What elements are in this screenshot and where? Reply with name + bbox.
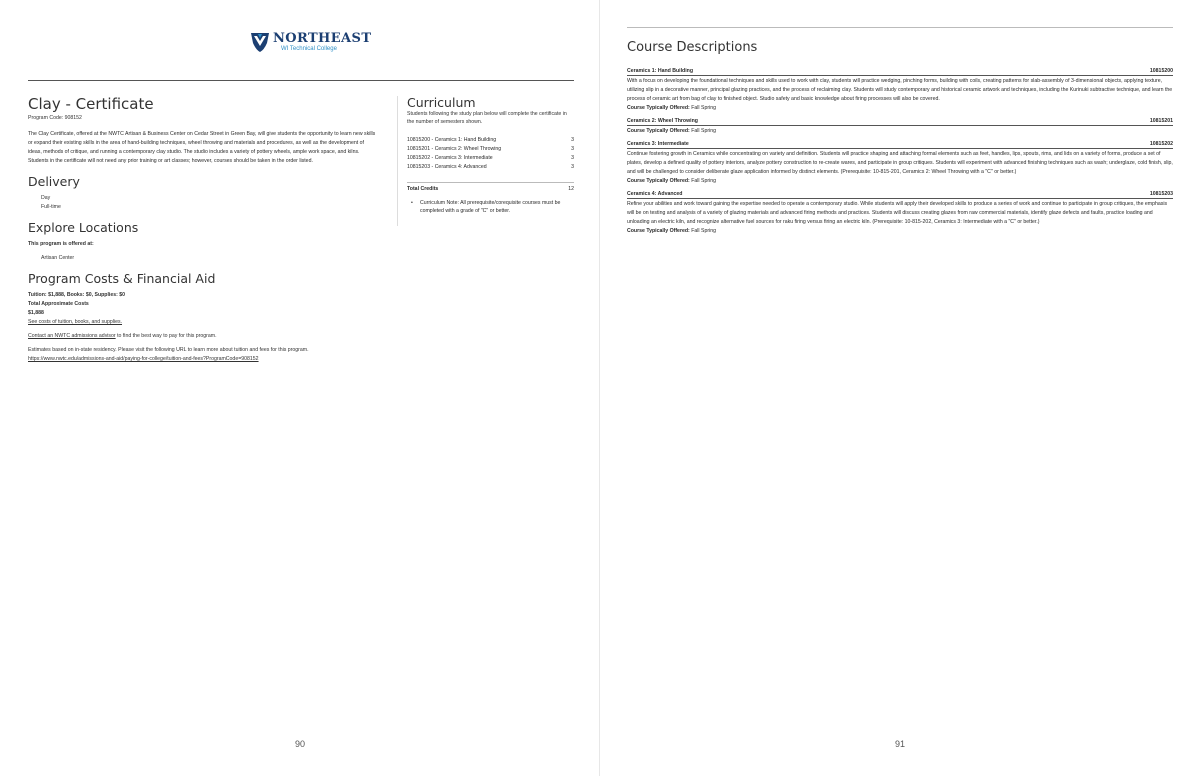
logo-name: NORTHEAST — [273, 30, 372, 46]
offered-label: Course Typically Offered: — [627, 228, 690, 234]
delivery-item: Day — [41, 195, 51, 201]
course-title: Ceramics 3: Intermediate — [627, 141, 689, 147]
curriculum-heading: Curriculum — [407, 95, 476, 110]
program-overview — [28, 96, 378, 364]
course-number: 10815202 — [1149, 141, 1173, 147]
course-offered — [627, 104, 1173, 113]
curriculum-row — [407, 136, 574, 145]
course-header — [627, 118, 1173, 126]
locations-section — [28, 220, 378, 263]
tuition-url-link[interactable]: https://www.nwtc.edu/admissions-and-aid/paying-for-college/tuition-and-fees?ProgramCode=908152 — [28, 356, 259, 362]
curriculum-row — [407, 154, 574, 163]
offered-value: Fall Spring — [689, 105, 716, 111]
advisor-link[interactable]: Contact an NWTC admissions advisor — [28, 333, 116, 339]
offered-value: Fall Spring — [689, 178, 716, 184]
course-header — [627, 141, 1173, 149]
course-offered — [627, 227, 1173, 236]
total-costs-value: $1,888 — [28, 310, 44, 316]
course-credits: 3 — [571, 146, 574, 152]
offered-at-label: This program is offered at: — [28, 241, 94, 247]
course-entry — [627, 141, 1173, 186]
course-credits: 3 — [571, 164, 574, 170]
see-costs-link[interactable]: See costs of tuition, books, and supplies. — [28, 319, 123, 325]
total-credits-label: Total Credits — [407, 186, 439, 192]
shield-logo-icon — [250, 31, 270, 53]
total-credits-value: 12 — [568, 186, 574, 192]
bullet-icon: • — [411, 200, 413, 206]
header-rule — [28, 80, 574, 81]
tuition-line: Tuition: $1,888, Books: $0, Supplies: $0 — [28, 292, 126, 298]
costs-section — [28, 271, 378, 364]
offered-label: Course Typically Offered: — [627, 178, 690, 184]
page-number: 90 — [294, 739, 305, 749]
offered-label: Course Typically Offered: — [627, 128, 690, 134]
course-credits: 3 — [571, 155, 574, 161]
program-title: Clay - Certificate — [28, 95, 154, 113]
course-title: Ceramics 4: Advanced — [627, 191, 683, 197]
course-header — [627, 191, 1173, 199]
course-name: 10815203 - Ceramics 4: Advanced — [407, 164, 487, 170]
course-title: Ceramics 2: Wheel Throwing — [627, 118, 698, 124]
course-entry — [627, 118, 1173, 136]
curriculum-note — [407, 199, 574, 215]
locations-heading: Explore Locations — [28, 220, 139, 235]
course-entry — [627, 191, 1173, 236]
course-name: 10815201 - Ceramics 2: Wheel Throwing — [407, 146, 502, 152]
curriculum-section — [407, 95, 574, 215]
column-divider — [397, 96, 398, 226]
total-costs-label: Total Approximate Costs — [28, 301, 89, 307]
delivery-section — [28, 174, 378, 212]
college-logo — [250, 31, 371, 53]
course-descriptions — [627, 40, 1173, 236]
delivery-heading: Delivery — [28, 174, 80, 189]
advisor-text: to find the best way to pay for this program. — [115, 333, 217, 339]
curriculum-note-text: Curriculum Note: All prerequisite/corequisite courses must be completed with a grade of "C" or better. — [420, 200, 561, 214]
course-offered — [627, 177, 1173, 186]
logo-subtitle: WI Technical College — [281, 45, 337, 52]
curriculum-row — [407, 163, 574, 172]
course-description: Refine your abilities and work toward gaining the expertise needed to operate a contemporary studio. While students will apply their developed skills to produce a series of work and continue to participate in group critiques, the emphasis will be on testing and analysis of a variety of glazing materials and advanced firing methods and practices. Students will discuss creating glazes from raw commercial materials, identify glaze defects and faults, practice loading and unloading an electric kiln, and recognize alternative fuel sources for raku firing versus firing an electric kiln. (Prerequisite: 10-815-202, Ceramics 3: Intermediate with a "C" or better.) — [627, 201, 1168, 225]
offered-value: Fall Spring — [689, 228, 716, 234]
course-description: Continue fostering growth in Ceramics while concentrating on variety and definition. Students will practice shaping and attaching formal elements such as feet, handles, lips, spouts, rims, and lids on a variety of forms, produce a set of plates, develop a defined quality of pottery interiors, analyze pottery construction to re-create wares, and participate in group critiques. Students will experiment with advanced finishing techniques such as wash; underglaze, cold finish, slip, and will be challenged to consider deliberate glaze application informed by distinct elements. (Prerequisite: 10-815-201, Ceramics 2: Wheel Throwing with a "C" or better.) — [627, 151, 1173, 175]
offered-value: Fall Spring — [689, 128, 716, 134]
course-name: 10815200 - Ceramics 1: Hand Building — [407, 137, 497, 143]
course-entry — [627, 68, 1173, 113]
costs-heading: Program Costs & Financial Aid — [28, 271, 216, 286]
course-number: 10815200 — [1149, 68, 1173, 74]
estimate-text: Estimates based on in-state residency. Please visit the following URL to learn more about tuition and fees for this program. — [28, 347, 309, 353]
course-description: With a focus on developing the foundational techniques and skills used to work with clay, students will practice wedging, pinching forms, building with coils, creating patterns for slab-assembly of 3-dimensional objects, applying texture, utilizing slip in a decorative manner, principal glazing practices, and the process of reclaiming clay. Students will study contemporary and historical ceramic artwork and techniques, including the Kurinuki subtractive technique, and learn the process of ceramic art from bag of clay to finished object. Studio safety and basic knowledge about firing processes will also be covered. — [627, 78, 1173, 102]
course-descriptions-heading: Course Descriptions — [627, 40, 758, 55]
program-intro: The Clay Certificate, offered at the NWTC Artisan & Business Center on Cedar Street in Green Bay, will give students the opportunity to learn new skills or expand their existing skills in the area of hand-building techniques, wheel throwing and materials and procedures, as well as the development of ideas, methods of critique, and running a contemporary clay studio. The studio includes a variety of pottery wheels, ample work space, and kilns. Students in the certificate will not need any prior training or art classes; however, courses should be taken in the order listed. — [28, 131, 376, 164]
course-number: 10815203 — [1149, 191, 1173, 197]
offered-label: Course Typically Offered: — [627, 105, 690, 111]
curriculum-intro: Students following the study plan below will complete the certificate in the number of semesters shown. — [407, 111, 567, 125]
total-credits-row — [407, 182, 574, 194]
program-code: Program Code: 908152 — [28, 115, 82, 121]
page-number: 91 — [894, 739, 905, 749]
location-item: Artisan Center — [41, 255, 75, 261]
course-header — [627, 68, 1173, 76]
course-name: 10815202 - Ceramics 3: Intermediate — [407, 155, 493, 161]
curriculum-row — [407, 145, 574, 154]
advisor-line — [28, 332, 378, 341]
course-title: Ceramics 1: Hand Building — [627, 68, 694, 74]
delivery-item: Full-time — [41, 204, 61, 210]
course-number: 10815201 — [1149, 118, 1173, 124]
header-rule — [627, 27, 1173, 28]
course-credits: 3 — [571, 137, 574, 143]
course-offered — [627, 127, 1173, 136]
